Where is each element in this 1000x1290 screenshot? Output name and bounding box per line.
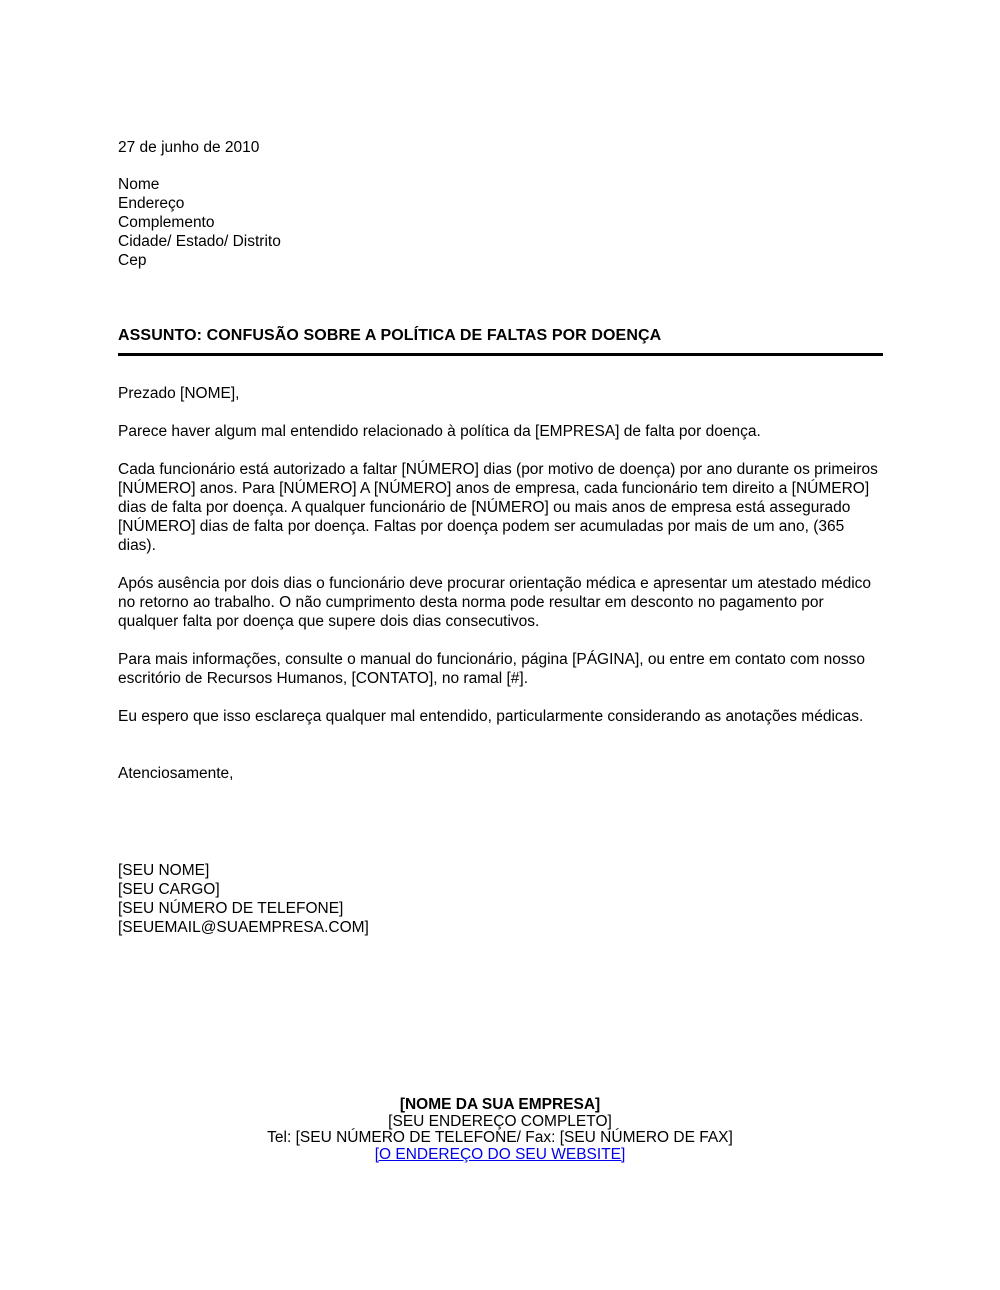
signature-name: [SEU NOME] <box>118 862 210 879</box>
body-paragraph: Após ausência por dois dias o funcionário deve procurar orientação médica e apresentar um atestado médico no retorno ao trabalho. O não cumprimento desta norma pode resultar em desconto no pagamento por qualquer falta por doença que supere dois dias consecutivos. <box>118 575 872 630</box>
closing: Atenciosamente, <box>118 765 234 782</box>
body-paragraph: Para mais informações, consulte o manual do funcionário, página [PÁGINA], ou entre em contato com nosso escritório de Recursos Humanos, [CONTATO], no ramal [#]. <box>118 651 865 687</box>
body-paragraph: Cada funcionário está autorizado a faltar [NÚMERO] dias (por motivo de doença) por ano durante os primeiros [NÚMERO] anos. Para [NÚMERO] A [NÚMERO] anos de empresa, cada funcionário tem direito a [NÚMERO] dias de falta por doença. A qualquer funcionário de [NÚMERO] ou mais anos de empresa está assegurado [NÚMERO] dias de falta por doença. Faltas por doença podem ser acumuladas por mais de um ano, (365 dias). <box>118 461 878 554</box>
letter-footer <box>0 1097 1000 1163</box>
body-paragraph: Parece haver algum mal entendido relacionado à política da [EMPRESA] de falta por doença. <box>118 423 761 440</box>
recipient-block <box>118 175 883 270</box>
recipient-address2: Complemento <box>118 214 215 231</box>
recipient-name: Nome <box>118 176 160 193</box>
subject-divider <box>118 353 883 356</box>
recipient-city-state: Cidade/ Estado/ Distrito <box>118 233 281 250</box>
recipient-address: Endereço <box>118 195 185 212</box>
signature-block <box>118 861 883 937</box>
footer-phone-fax: Tel: [SEU NÚMERO DE TELEFONE/ Fax: [SEU NÚMERO DE FAX] <box>267 1129 733 1146</box>
subject-heading: ASSUNTO: CONFUSÃO SOBRE A POLÍTICA DE FALTAS POR DOENÇA <box>118 327 662 344</box>
footer-website-link[interactable]: [O ENDEREÇO DO SEU WEBSITE] <box>374 1145 626 1163</box>
letter-date: 27 de junho de 2010 <box>118 139 260 156</box>
signature-phone: [SEU NÚMERO DE TELEFONE] <box>118 900 344 917</box>
salutation: Prezado [NOME], <box>118 385 240 402</box>
recipient-zip: Cep <box>118 252 147 269</box>
footer-company-name: [NOME DA SUA EMPRESA] <box>399 1096 601 1113</box>
signature-title: [SEU CARGO] <box>118 881 220 898</box>
signature-email: [SEUEMAIL@SUAEMPRESA.COM] <box>118 919 369 936</box>
footer-address: [SEU ENDEREÇO COMPLETO] <box>388 1112 612 1130</box>
body-paragraph: Eu espero que isso esclareça qualquer mal entendido, particularmente considerando as anotações médicas. <box>118 708 864 725</box>
